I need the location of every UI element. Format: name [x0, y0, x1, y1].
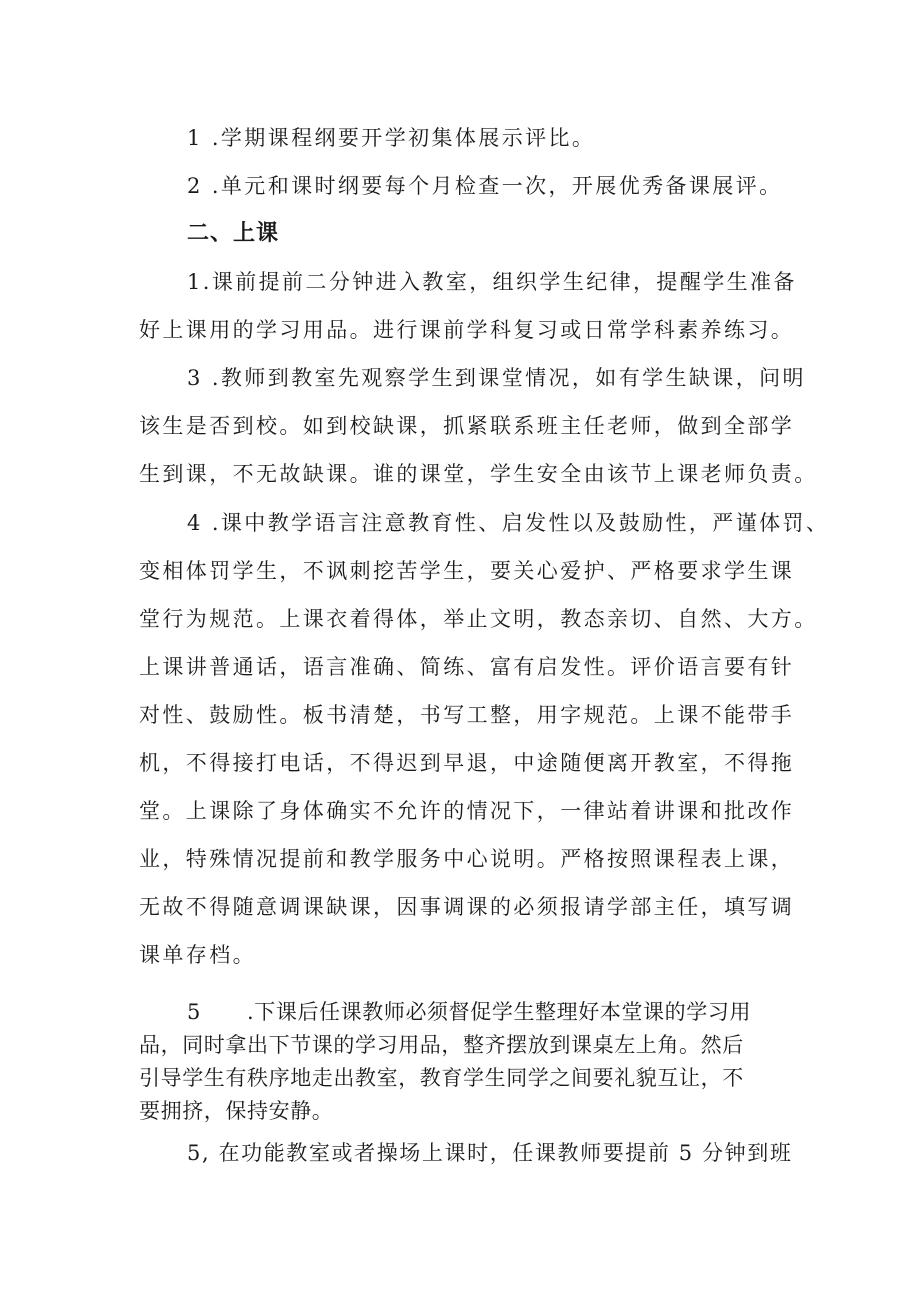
paragraph-line: 要拥挤，保持安静。	[139, 1099, 334, 1123]
paragraph-line: 无故不得随意调课缺课，因事调课的必须报请学部主任，填写调	[139, 895, 795, 919]
paragraph-line: 4 .课中教学语言注意教育性、启发性以及鼓励性，严谨体罚、	[187, 511, 830, 535]
paragraph-line: 5, 在功能教室或者操场上课时，任课教师要提前 5 分钟到班	[187, 1141, 793, 1165]
paragraph-line: 1.课前提前二分钟进入教室，组织学生纪律，提醒学生准备	[187, 270, 797, 294]
section-heading: 二、上课	[187, 221, 280, 246]
paragraph-line: 机，不得接打电话，不得迟到早退，中途随便离开教室，不得拖	[139, 751, 795, 775]
paragraph-line: 课单存档。	[139, 943, 256, 967]
paragraph-line: 生到课，不无故缺课。谁的课堂，学生安全由该节上课老师负责。	[139, 462, 818, 486]
paragraph-line: 该生是否到校。如到校缺课，抓紧联系班主任老师，做到全部学	[139, 414, 795, 438]
list-number: 5	[187, 1000, 201, 1024]
paragraph-line: 引导学生有秩序地走出教室，教育学生同学之间要礼貌互让，不	[139, 1066, 744, 1090]
list-item-2: 2 .单元和课时纲要每个月检查一次，开展优秀备课展评。	[187, 174, 783, 198]
paragraph-line: 堂。上课除了身体确实不允许的情况下，一律站着讲课和批改作	[139, 799, 795, 823]
list-text: .下课后任课教师必须督促学生整理好本堂课的学习用	[246, 1000, 752, 1024]
paragraph-line	[187, 997, 751, 1027]
paragraph-line: 3 .教师到教室先观察学生到课堂情况，如有学生缺课，问明	[187, 366, 806, 390]
paragraph-line: 堂行为规范。上课衣着得体，举止文明，教态亲切、自然、大方。	[139, 607, 818, 631]
paragraph-line: 品，同时拿出下节课的学习用品，整齐摆放到课桌左上角。然后	[139, 1033, 744, 1057]
list-item-1: 1 .学期课程纲要开学初集体展示评比。	[187, 126, 596, 150]
paragraph-line: 变相体罚学生，不讽刺挖苦学生，要关心爱护、严格要求学生课	[139, 559, 795, 583]
paragraph-line: 业，特殊情况提前和教学服务中心说明。严格按照课程表上课，	[139, 847, 795, 871]
paragraph-line: 好上课用的学习用品。进行课前学科复习或日常学科素养练习。	[139, 318, 795, 342]
paragraph-line: 对性、鼓励性。板书清楚，书写工整，用字规范。上课不能带手	[139, 703, 795, 727]
paragraph-line: 上课讲普通话，语言准确、简练、富有启发性。评价语言要有针	[139, 655, 795, 679]
